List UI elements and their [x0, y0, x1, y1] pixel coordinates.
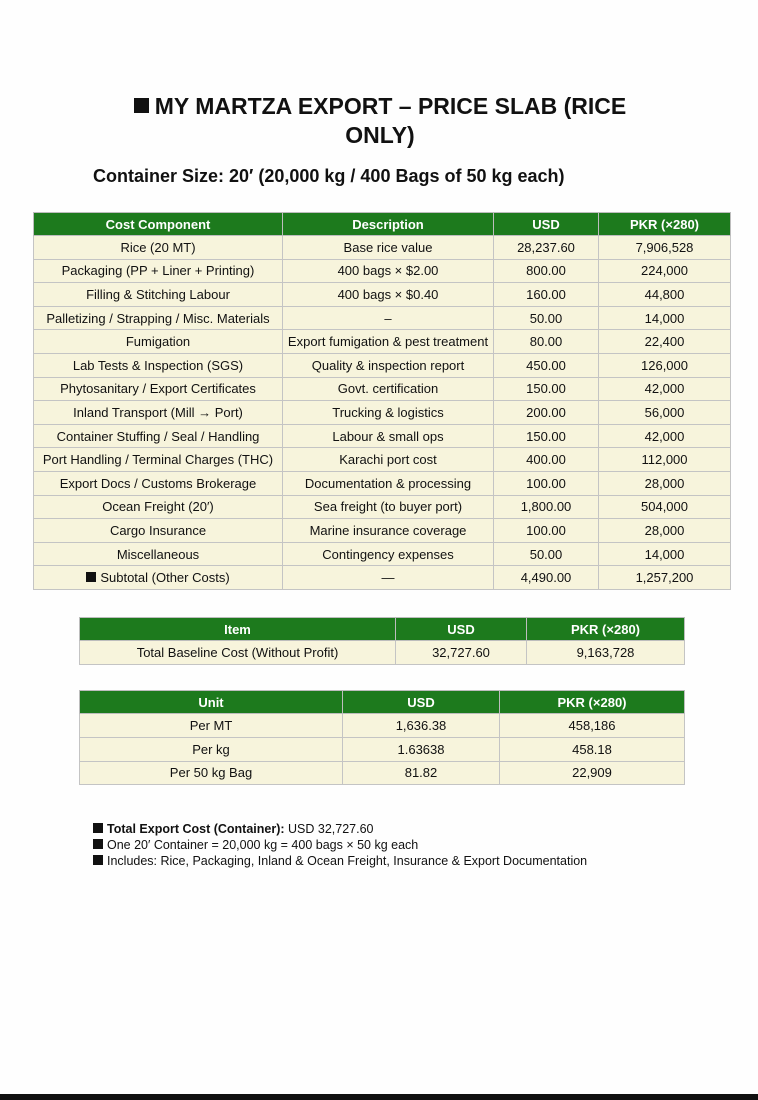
container-size-heading: Container Size: 20′ (20,000 kg / 400 Bags of 50 kg each)	[93, 166, 565, 186]
cost-component-cell: Port Handling / Terminal Charges (THC)	[34, 448, 283, 472]
baseline-header-row	[80, 618, 685, 641]
cost-component-cell: Filling & Stitching Labour	[34, 283, 283, 307]
square-bullet-icon	[93, 839, 103, 849]
usd-cell: 450.00	[494, 353, 599, 377]
pkr-cell: 224,000	[599, 259, 731, 283]
pkr-cell: 126,000	[599, 353, 731, 377]
cost-component-cell: Rice (20 MT)	[34, 236, 283, 260]
usd-cell: 80.00	[494, 330, 599, 354]
subtotal-label-cell: Subtotal (Other Costs)	[34, 566, 283, 590]
description-cell: Contingency expenses	[283, 542, 494, 566]
table-row	[34, 495, 731, 519]
cost-component-cell: Ocean Freight (20′)	[34, 495, 283, 519]
description-cell: Sea freight (to buyer port)	[283, 495, 494, 519]
pkr-cell: 56,000	[599, 401, 731, 425]
subtotal-description-cell: —	[283, 566, 494, 590]
cost-component-cell: Cargo Insurance	[34, 519, 283, 543]
usd-cell: 100.00	[494, 519, 599, 543]
description-cell: Documentation & processing	[283, 471, 494, 495]
cost-component-cell: Container Stuffing / Seal / Handling	[34, 424, 283, 448]
pkr-cell: 14,000	[599, 542, 731, 566]
table-row	[34, 236, 731, 260]
description-cell: 400 bags × $0.40	[283, 283, 494, 307]
pkr-cell: 44,800	[599, 283, 731, 307]
usd-cell: 1,636.38	[343, 714, 500, 738]
pkr-cell: 112,000	[599, 448, 731, 472]
unit-cell: Per MT	[80, 714, 343, 738]
unit-cell: Per 50 kg Bag	[80, 761, 343, 785]
usd-cell: 28,237.60	[494, 236, 599, 260]
description-cell: Labour & small ops	[283, 424, 494, 448]
cost-component-cell: Palletizing / Strapping / Misc. Materials	[34, 306, 283, 330]
description-cell: Base rice value	[283, 236, 494, 260]
usd-cell: 160.00	[494, 283, 599, 307]
usd-cell: 400.00	[494, 448, 599, 472]
description-cell: Karachi port cost	[283, 448, 494, 472]
col-header-item: Item	[80, 618, 396, 641]
unit-header-row	[80, 691, 685, 714]
description-cell: Govt. certification	[283, 377, 494, 401]
usd-cell: 50.00	[494, 306, 599, 330]
description-cell: Export fumigation & pest treatment	[283, 330, 494, 354]
square-bullet-icon	[86, 572, 96, 582]
table-row	[80, 641, 685, 665]
unit-cost-table	[79, 690, 685, 785]
pkr-cell: 458.18	[500, 737, 685, 761]
col-header-usd: USD	[494, 213, 599, 236]
table-row	[34, 283, 731, 307]
pkr-cell: 458,186	[500, 714, 685, 738]
col-header-usd: USD	[396, 618, 527, 641]
col-header-unit: Unit	[80, 691, 343, 714]
cost-table-header-row	[34, 213, 731, 236]
table-row	[34, 259, 731, 283]
square-bullet-icon	[93, 823, 103, 833]
pkr-cell: 14,000	[599, 306, 731, 330]
col-header-pkr: PKR (×280)	[500, 691, 685, 714]
table-row	[34, 471, 731, 495]
usd-cell: 1,800.00	[494, 495, 599, 519]
square-bullet-icon	[134, 98, 149, 113]
col-header-pkr: PKR (×280)	[599, 213, 731, 236]
page-title: MY MARTZA EXPORT – PRICE SLAB (RICE ONLY)	[100, 92, 660, 150]
unit-cell: Per kg	[80, 737, 343, 761]
pkr-cell: 42,000	[599, 424, 731, 448]
usd-cell: 81.82	[343, 761, 500, 785]
pkr-cell: 28,000	[599, 471, 731, 495]
table-row	[80, 761, 685, 785]
usd-cell: 100.00	[494, 471, 599, 495]
cost-component-cell: Inland Transport (Mill → Port)	[34, 401, 283, 425]
table-row	[34, 330, 731, 354]
cost-table	[33, 212, 731, 590]
table-row	[34, 377, 731, 401]
cost-component-cell: Phytosanitary / Export Certificates	[34, 377, 283, 401]
pkr-cell: 22,400	[599, 330, 731, 354]
col-header-usd: USD	[343, 691, 500, 714]
note-container-definition: One 20′ Container = 20,000 kg = 400 bags × 50 kg each	[93, 837, 587, 853]
notes-section	[93, 821, 587, 869]
usd-cell: 200.00	[494, 401, 599, 425]
table-row	[34, 542, 731, 566]
table-row	[34, 448, 731, 472]
description-cell: Trucking & logistics	[283, 401, 494, 425]
usd-cell: 150.00	[494, 377, 599, 401]
note-includes: Includes: Rice, Packaging, Inland & Ocean Freight, Insurance & Export Documentation	[93, 853, 587, 869]
square-bullet-icon	[93, 855, 103, 865]
note-total-export-cost: Total Export Cost (Container): USD 32,727.60	[93, 821, 587, 837]
usd-cell: 150.00	[494, 424, 599, 448]
subtotal-pkr-cell: 1,257,200	[599, 566, 731, 590]
pkr-cell: 28,000	[599, 519, 731, 543]
table-row	[34, 424, 731, 448]
cost-component-cell: Fumigation	[34, 330, 283, 354]
table-row	[34, 401, 731, 425]
cost-component-cell: Lab Tests & Inspection (SGS)	[34, 353, 283, 377]
pkr-cell: 42,000	[599, 377, 731, 401]
col-header-description: Description	[283, 213, 494, 236]
pkr-cell: 9,163,728	[527, 641, 685, 665]
item-cell: Total Baseline Cost (Without Profit)	[80, 641, 396, 665]
description-cell: Marine insurance coverage	[283, 519, 494, 543]
subtotal-row	[34, 566, 731, 590]
subtotal-usd-cell: 4,490.00	[494, 566, 599, 590]
baseline-cost-table	[79, 617, 685, 665]
usd-cell: 800.00	[494, 259, 599, 283]
pkr-cell: 22,909	[500, 761, 685, 785]
description-cell: Quality & inspection report	[283, 353, 494, 377]
description-cell: –	[283, 306, 494, 330]
cost-component-cell: Export Docs / Customs Brokerage	[34, 471, 283, 495]
pkr-cell: 504,000	[599, 495, 731, 519]
usd-cell: 1.63638	[343, 737, 500, 761]
description-cell: 400 bags × $2.00	[283, 259, 494, 283]
cost-component-cell: Miscellaneous	[34, 542, 283, 566]
col-header-pkr: PKR (×280)	[527, 618, 685, 641]
usd-cell: 32,727.60	[396, 641, 527, 665]
cost-component-cell: Packaging (PP + Liner + Printing)	[34, 259, 283, 283]
table-row	[80, 714, 685, 738]
table-row	[80, 737, 685, 761]
pkr-cell: 7,906,528	[599, 236, 731, 260]
col-header-cost-component: Cost Component	[34, 213, 283, 236]
bottom-bar	[0, 1094, 758, 1100]
table-row	[34, 306, 731, 330]
table-row	[34, 353, 731, 377]
usd-cell: 50.00	[494, 542, 599, 566]
table-row	[34, 519, 731, 543]
